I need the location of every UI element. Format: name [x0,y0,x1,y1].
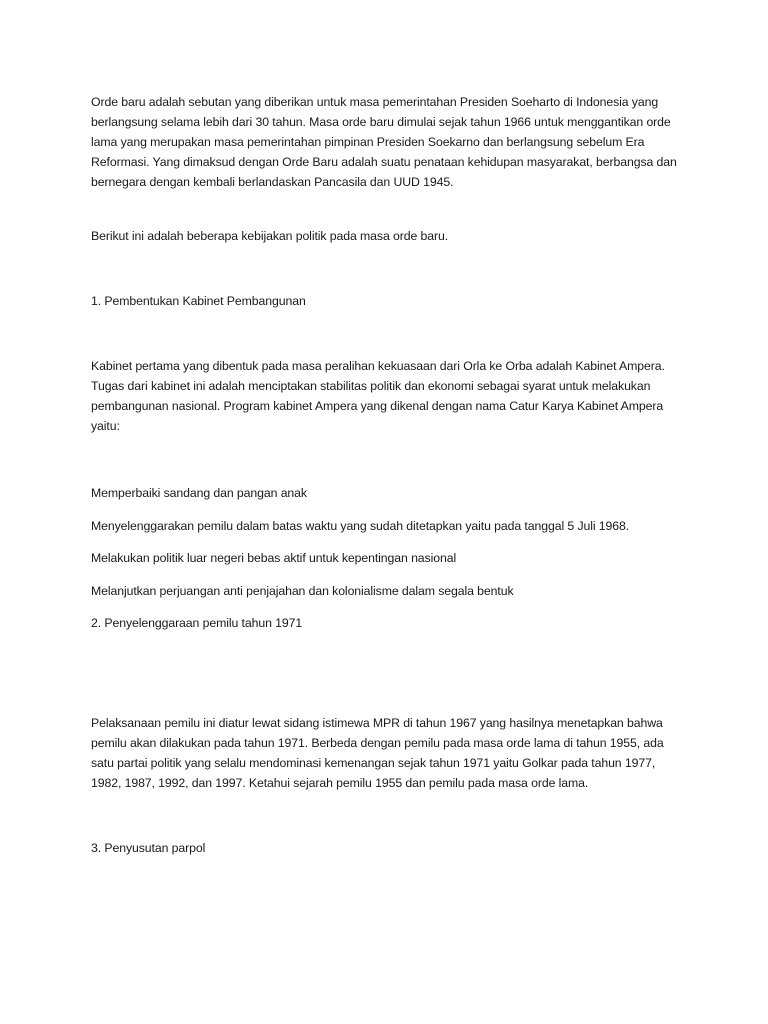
intro-paragraph: Orde baru adalah sebutan yang diberikan untuk masa pemerintahan Presiden Soeharto di Indonesia yang berlangsung selama lebih dari 30 tahun. Masa orde baru dimulai sejak tahun 1966 untuk menggantikan orde lama yang merupakan masa pemerintahan pimpinan Presiden Soekarno dan berlangsung sebelum Era Reformasi. Yang dimaksud dengan Orde Baru adalah suatu penataan kehidupan masyarakat, berbangsa dan bernegara dengan kembali berlandaskan Pancasila dan UUD 1945. [91,95,677,189]
list-item: Melanjutkan perjuangan anti penjajahan dan kolonialisme dalam segala bentuk [91,584,514,598]
list-item: Memperbaiki sandang dan pangan anak [91,486,307,500]
list-item: Melakukan politik luar negeri bebas aktif untuk kepentingan nasional [91,551,457,565]
section-heading-3: 3. Penyusutan parpol [91,841,206,855]
section-2-paragraph: Pelaksanaan pemilu ini diatur lewat sidang istimewa MPR di tahun 1967 yang hasilnya menetapkan bahwa pemilu akan dilakukan pada tahun 1971. Berbeda dengan pemilu pada masa orde lama di tahun 1955, ada satu partai politik yang selalu mendominasi kemenangan sejak tahun 1971 yaitu Golkar pada tahun 1977, 1982, 1987, 1992, dan 1997. Ketahui sejarah pemilu 1955 dan pemilu pada masa orde lama. [91,716,664,790]
section-heading-2: 2. Penyelenggaraan pemilu tahun 1971 [91,616,303,630]
list-item: Menyelenggarakan pemilu dalam batas waktu yang sudah ditetapkan yaitu pada tanggal 5 Juli 1968. [91,519,630,533]
lead-in-text: Berikut ini adalah beberapa kebijakan politik pada masa orde baru. [91,229,449,243]
section-heading-1: 1. Pembentukan Kabinet Pembangunan [91,294,306,308]
section-1-paragraph: Kabinet pertama yang dibentuk pada masa peralihan kekuasaan dari Orla ke Orba adalah Kabinet Ampera. Tugas dari kabinet ini adalah menciptakan stabilitas politik dan ekonomi sebagai syarat untuk melakukan pembangunan nasional. Program kabinet Ampera yang dikenal dengan nama Catur Karya Kabinet Ampera yaitu: [91,359,665,433]
